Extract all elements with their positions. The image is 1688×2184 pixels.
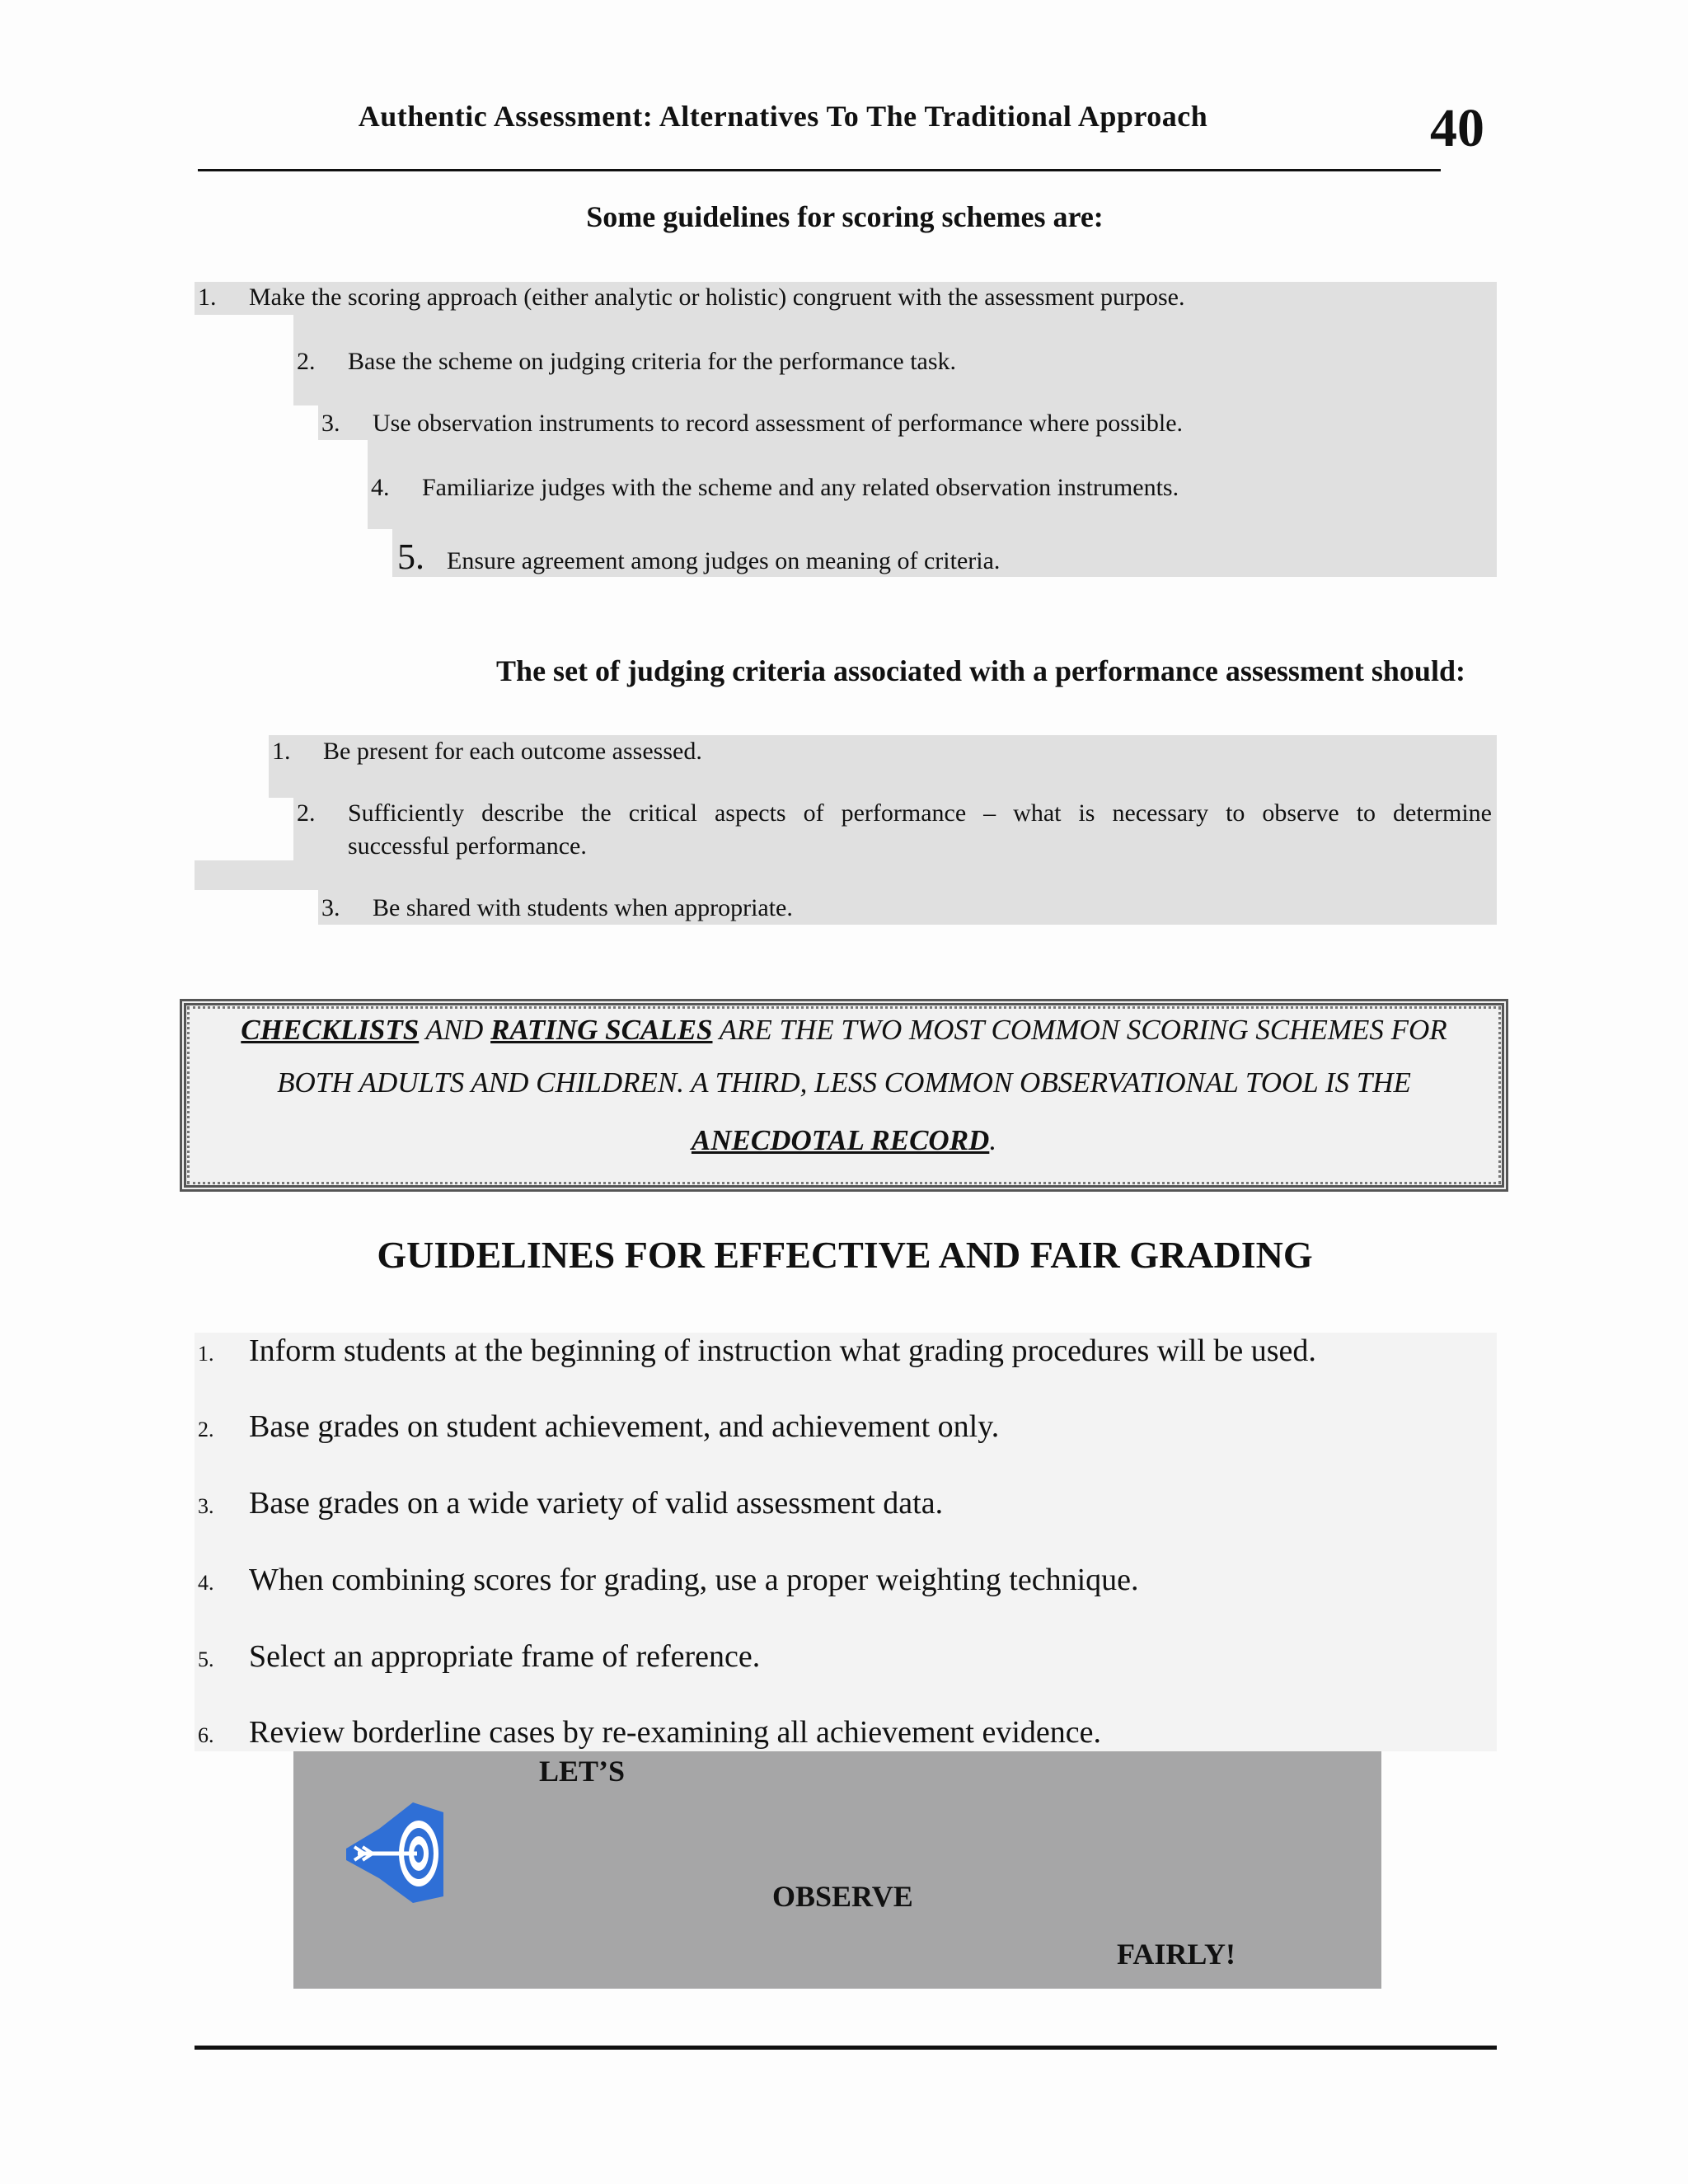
list-item: 3. Base grades on a wide variety of valid assessment data.	[198, 1486, 944, 1521]
list-item: 2. Base the scheme on judging criteria for the performance task.	[297, 348, 957, 375]
list-item: 2. Sufficiently describe the critical aspects of performance – what is necessary to observe to determine	[297, 799, 1492, 827]
list-item: 2. Base grades on student achievement, and achievement only.	[198, 1409, 1000, 1444]
callout-line-2: BOTH ADULTS AND CHILDREN. A THIRD, LESS COMMON OBSERVATIONAL TOOL IS THE	[277, 1066, 1411, 1099]
list-item: 5. Ensure agreement among judges on meaning of criteria.	[397, 537, 1001, 577]
banner-word-observe: OBSERVE	[772, 1880, 913, 1913]
list-item: 3. Be shared with students when appropriate.	[321, 894, 793, 921]
list-item: 4. Familiarize judges with the scheme and any related observation instruments.	[371, 474, 1179, 501]
criteria-section-title: The set of judging criteria associated with a performance assessment should:	[496, 654, 1465, 687]
banner-word-fairly: FAIRLY!	[1117, 1938, 1236, 1971]
list-item: 1. Inform students at the beginning of instruction what grading procedures will be used.	[198, 1333, 1316, 1368]
list-item: 1. Make the scoring approach (either analytic or holistic) congruent with the assessment purpose.	[198, 284, 1185, 311]
header-rule	[198, 169, 1441, 171]
banner-word-lets: LET’S	[539, 1755, 626, 1788]
anecdotal-record-term: ANECDOTAL RECORD	[691, 1124, 990, 1156]
callout-line-3: ANECDOTAL RECORD.	[691, 1124, 997, 1156]
checklists-term: CHECKLISTS	[241, 1014, 420, 1046]
grading-panel	[195, 1333, 1497, 1751]
list-item: 4. When combining scores for grading, use a proper weighting technique.	[198, 1563, 1139, 1597]
running-title: Authentic Assessment: Alternatives To The Traditional Approach	[358, 100, 1208, 133]
page-number: 40	[1430, 98, 1484, 158]
grading-section-title: GUIDELINES FOR EFFECTIVE AND FAIR GRADING	[377, 1234, 1313, 1276]
target-arrow-icon	[343, 1799, 448, 1906]
list-item: 5. Select an appropriate frame of reference.	[198, 1639, 761, 1674]
footer-rule	[195, 2046, 1497, 2050]
list-item: 1. Be present for each outcome assessed.	[272, 738, 702, 765]
callout-line-1: CHECKLISTS AND RATING SCALES ARE THE TWO MOST COMMON SCORING SCHEMES FOR	[241, 1014, 1447, 1046]
rating-scales-term: RATING SCALES	[490, 1014, 713, 1046]
list-item: 6. Review borderline cases by re-examining all achievement evidence.	[198, 1715, 1101, 1750]
list-item: 3. Use observation instruments to record assessment of performance where possible.	[321, 410, 1184, 437]
scoring-section-title: Some guidelines for scoring schemes are:	[586, 200, 1104, 233]
list-item-continuation: successful performance.	[348, 832, 587, 860]
